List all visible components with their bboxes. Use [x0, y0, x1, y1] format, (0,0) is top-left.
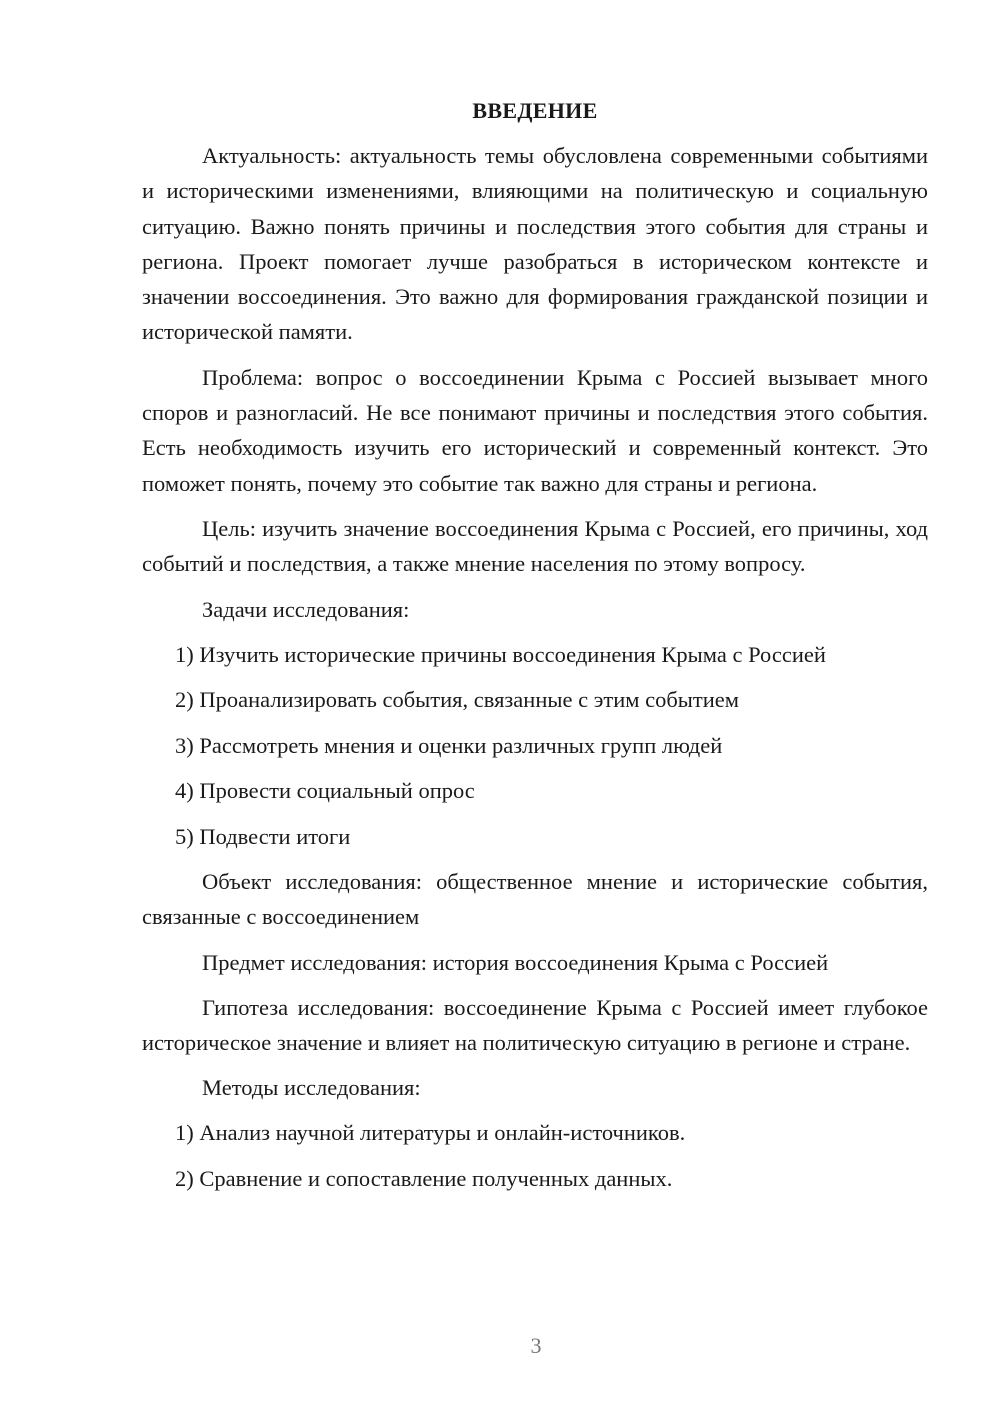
- task-item: 2) Проанализировать события, связанные с этим событием: [175, 687, 740, 713]
- relevance-paragraph: Актуальность: актуальность темы обусловлена современными событиями и историческими изменениями, влияющими на политическую и социальную ситуацию. Важно понять причины и последствия этого события для страны и региона. Проект помогает лучше разобраться в историческом контексте и значении воссоединения. Это важно для формирования гражданской позиции и исторической памяти.: [142, 143, 928, 345]
- task-item: 1) Изучить исторические причины воссоединения Крыма с Россией: [175, 641, 826, 667]
- task-item: 4) Провести социальный опрос: [175, 778, 475, 804]
- document-page: [142, 96, 928, 1206]
- method-item: 1) Анализ научной литературы и онлайн-источников.: [175, 1120, 686, 1146]
- goal-paragraph: Цель: изучить значение воссоединения Крыма с Россией, его причины, ход событий и последствия, а также мнение населения по этому вопросу.: [142, 515, 928, 577]
- page-number: 3: [530, 1333, 542, 1358]
- methods-heading: Методы исследования:: [202, 1075, 421, 1101]
- tasks-list: [142, 637, 928, 854]
- problem-paragraph: Проблема: вопрос о воссоединении Крыма с Россией вызывает много споров и разногласий. Не все понимают причины и последствия этого события. Есть необходимость изучить его исторический и современный контекст. Это поможет понять, почему это событие так важно для страны и региона.: [142, 364, 928, 496]
- hypothesis-paragraph: Гипотеза исследования: воссоединение Крыма с Россией имеет глубокое историческое значение и влияет на политическую ситуацию в регионе и стране.: [142, 994, 928, 1055]
- page-title: ВВЕДЕНИЕ: [472, 98, 598, 123]
- task-item: 3) Рассмотреть мнения и оценки различных групп людей: [175, 732, 723, 758]
- subject-paragraph: Предмет исследования: история воссоединения Крыма с Россией: [202, 949, 829, 975]
- task-item: 5) Подвести итоги: [175, 823, 351, 849]
- method-item: 2) Сравнение и сопоставление полученных данных.: [175, 1165, 673, 1191]
- object-paragraph: Объект исследования: общественное мнение и исторические события, связанные с воссоединением: [142, 869, 928, 930]
- methods-list: [142, 1115, 928, 1196]
- tasks-heading: Задачи исследования:: [202, 596, 410, 622]
